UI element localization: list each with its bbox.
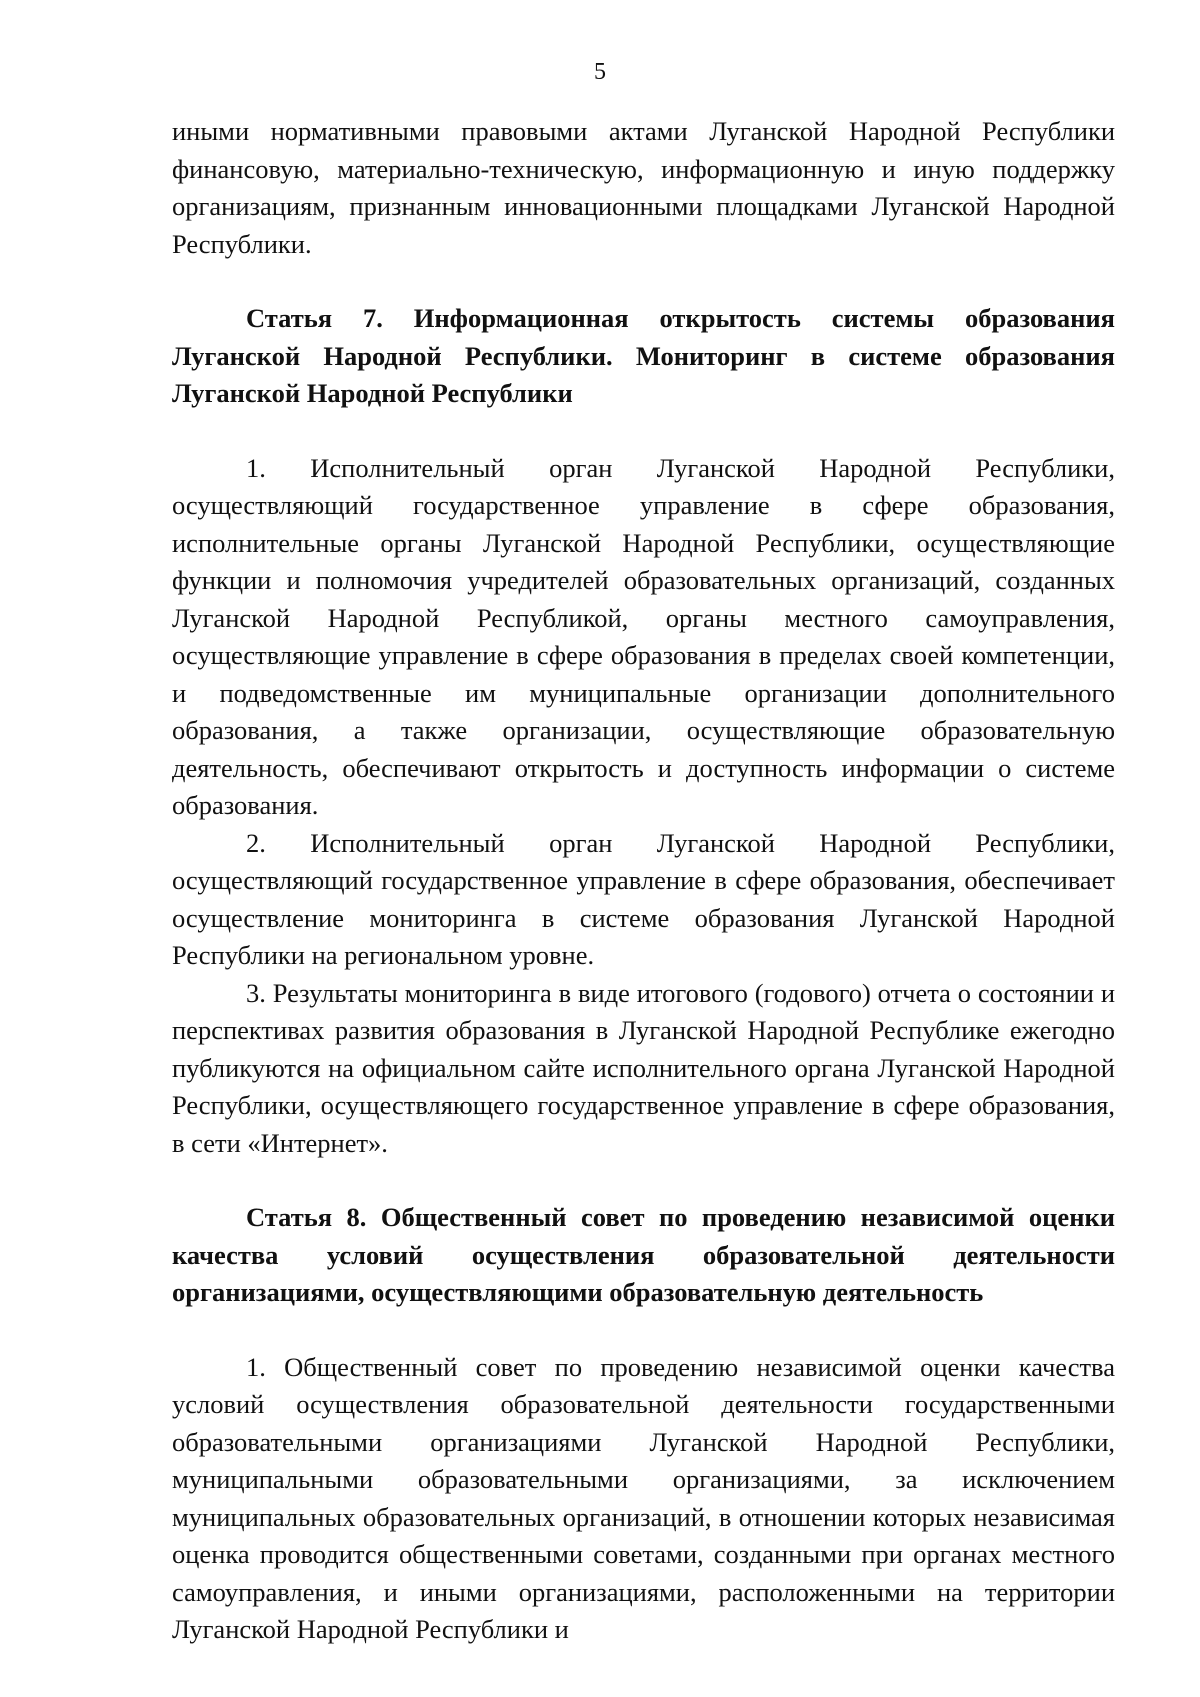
- article-7-paragraph-2: 2. Исполнительный орган Луганской Народной Республики, осуществляющий государственное управление в сфере образования, обеспечивает осуществление мониторинга в системе образования Луганской Народной Республики на региональном уровне.: [172, 827, 1115, 970]
- article-7-heading: Статья 7. Информационная открытость системы образования Луганской Народной Республики. Мониторинг в системе образования Луганской Народной Республики: [172, 303, 1115, 408]
- article-7-paragraph-1: 1. Исполнительный орган Луганской Народной Республики, осуществляющий государственное управление в сфере образования, исполнительные органы Луганской Народной Республики, осуществляющие функции и полномочия учредителей образовательных организаций, созданных Луганской Народной Республикой, органы местного самоуправления, осуществляющие управление в сфере образования в пределах своей компетенции, и подведомственные им муниципальные организации дополнительного образования, а также организации, осуществляющие образовательную деятельность, обеспечивают открытость и доступность информации о системе образования.: [172, 452, 1115, 820]
- document-body: [172, 113, 1115, 1649]
- intro-paragraph: иными нормативными правовыми актами Луганской Народной Республики финансовую, материально-техническую, информационную и иную поддержку организациям, признанным инновационными площадками Луганской Народной Республики.: [172, 116, 1115, 259]
- article-8-heading: Статья 8. Общественный совет по проведению независимой оценки качества условий осуществления образовательной деятельности организациями, осуществляющими образовательную деятельность: [172, 1202, 1115, 1307]
- page-number: 5: [594, 59, 606, 85]
- article-7-paragraph-3: 3. Результаты мониторинга в виде итогового (годового) отчета о состоянии и перспективах развития образования в Луганской Народной Республике ежегодно публикуются на официальном сайте исполнительного органа Луганской Народной Республики, осуществляющего государственное управление в сфере образования, в сети «Интернет».: [172, 977, 1115, 1158]
- article-8-paragraph-1: 1. Общественный совет по проведению независимой оценки качества условий осуществления образовательной деятельности государственными образовательными организациями Луганской Народной Республики, муниципальными образовательными организациями, за исключением муниципальных образовательных организаций, в отношении которых независимая оценка проводится общественными советами, созданными при органах местного самоуправления, и иными организациями, расположенными на территории Луганской Народной Республики и: [172, 1351, 1115, 1644]
